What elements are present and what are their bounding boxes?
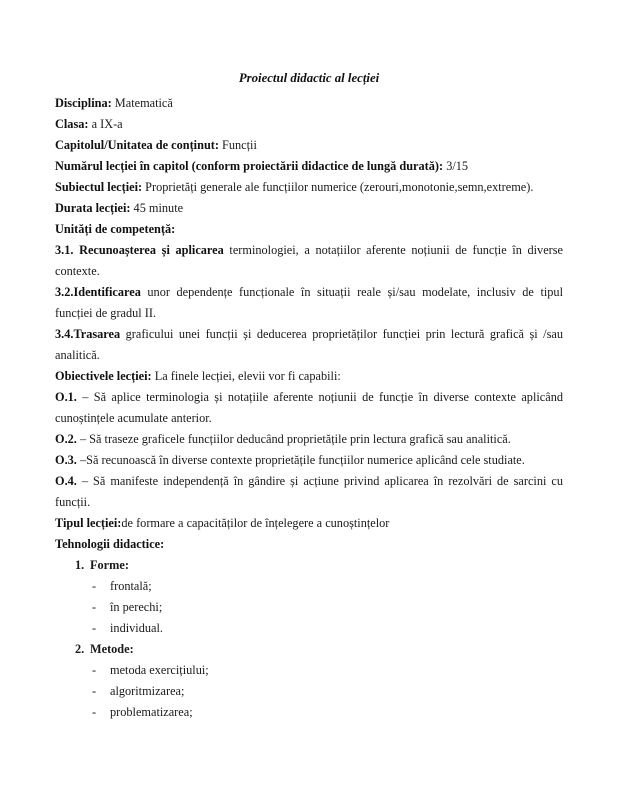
document-body: [55, 93, 563, 723]
competenta-code: 3.1. Recunoașterea și aplicarea: [55, 243, 224, 257]
obiectiv-text: – Să traseze graficele funcțiilor deducând proprietățile prin lectura grafică sau analitică.: [79, 432, 511, 446]
obiectiv-code: O.3.: [55, 453, 77, 467]
section-heading: Obiectivele lecției:: [55, 369, 152, 383]
list-item-text: individual.: [110, 621, 163, 635]
tehnologii-heading: [55, 534, 563, 555]
obiectiv-item: [55, 471, 563, 513]
list-item: [55, 618, 563, 639]
obiectiv-item: [55, 387, 563, 429]
list-item-text: metoda exercițiului;: [110, 663, 209, 677]
competenta-text: graficului unei funcții și deducerea proprietăților funcției prin lectură grafică și /sau analitică.: [55, 327, 563, 362]
obiectiv-code: O.2.: [55, 432, 77, 446]
field-capitolul: [55, 135, 563, 156]
obiectiv-item: [55, 429, 563, 450]
field-value: 45 minute: [133, 201, 184, 215]
list-item-text: frontală;: [110, 579, 152, 593]
document-title: Proiectul didactic al lecției: [238, 71, 380, 85]
list-number: 1.: [75, 558, 85, 572]
tehnologii-group-forme: [55, 555, 563, 576]
field-value: Funcții: [222, 138, 257, 152]
obiectiv-code: O.4.: [55, 474, 77, 488]
field-value: Matematică: [114, 96, 173, 110]
competenta-code: 3.2.Identificarea: [55, 285, 141, 299]
list-item: [55, 660, 563, 681]
group-label: Forme:: [90, 558, 129, 572]
competenta-item: [55, 282, 563, 324]
competenta-text: unor dependențe funcționale în situații reale și/sau modelate, inclusiv de tipul funcției de gradul II.: [55, 285, 563, 320]
field-clasa: [55, 114, 563, 135]
dash-bullet: -: [92, 621, 97, 635]
competenta-code: 3.4.Trasarea: [55, 327, 121, 341]
field-label: Tipul lecției:: [55, 516, 122, 530]
obiectiv-text: – Să aplice terminologia și notațiile aferente noțiunii de funcție în diverse contexte aplicând cunoștințele acumulate anterior.: [55, 390, 563, 425]
section-heading: Unități de competență:: [55, 222, 176, 236]
field-tipul: [55, 513, 563, 534]
list-number: 2.: [75, 642, 85, 656]
obiectiv-text: – Să manifeste independență în gândire și acțiune privind aplicarea în rezolvări de sarcini cu funcții.: [55, 474, 564, 509]
field-numarul: [55, 156, 563, 177]
field-value: de formare a capacităților de înțelegere a cunoștințelor: [121, 516, 390, 530]
field-label: Disciplina:: [55, 96, 112, 110]
obiective-intro-text: La finele lecției, elevii vor fi capabili:: [154, 369, 341, 383]
dash-bullet: -: [92, 684, 97, 698]
competenta-item: [55, 324, 563, 366]
list-item-text: algoritmizarea;: [110, 684, 185, 698]
obiective-intro: [55, 366, 563, 387]
dash-bullet: -: [92, 600, 97, 614]
list-item: [55, 702, 563, 723]
field-disciplina: [55, 93, 563, 114]
obiectiv-text: –Să recunoască în diverse contexte proprietățile funcțiilor numerice aplicând cele studiate.: [79, 453, 525, 467]
field-label: Subiectul lecției:: [55, 180, 143, 194]
field-value: 3/15: [446, 159, 469, 173]
group-label: Metode:: [90, 642, 134, 656]
field-value: a IX-a: [91, 117, 123, 131]
list-item: [55, 576, 563, 597]
field-label: Clasa:: [55, 117, 89, 131]
dash-bullet: -: [92, 663, 97, 677]
dash-bullet: -: [92, 705, 97, 719]
competenta-item: [55, 240, 563, 282]
competente-heading: [55, 219, 563, 240]
field-value: Proprietăți generale ale funcțiilor numerice (zerouri,monotonie,semn,extreme).: [145, 180, 534, 194]
tehnologii-group-metode: [55, 639, 563, 660]
obiectiv-code: O.1.: [55, 390, 77, 404]
field-durata: [55, 198, 563, 219]
field-label: Durata lecției:: [55, 201, 131, 215]
list-item: [55, 681, 563, 702]
list-item-text: problematizarea;: [110, 705, 193, 719]
section-heading: Tehnologii didactice:: [55, 537, 165, 551]
obiectiv-item: [55, 450, 563, 471]
list-item-text: în perechi;: [110, 600, 163, 614]
list-item: [55, 597, 563, 618]
field-label: Numărul lecției în capitol (conform proiectării didactice de lungă durată):: [55, 159, 444, 173]
competenta-text: terminologiei, a notațiilor aferente noțiunii de funcție în diverse contexte.: [55, 243, 563, 278]
field-label: Capitolul/Unitatea de conținut:: [55, 138, 219, 152]
dash-bullet: -: [92, 579, 97, 593]
field-subiectul: [55, 177, 563, 198]
